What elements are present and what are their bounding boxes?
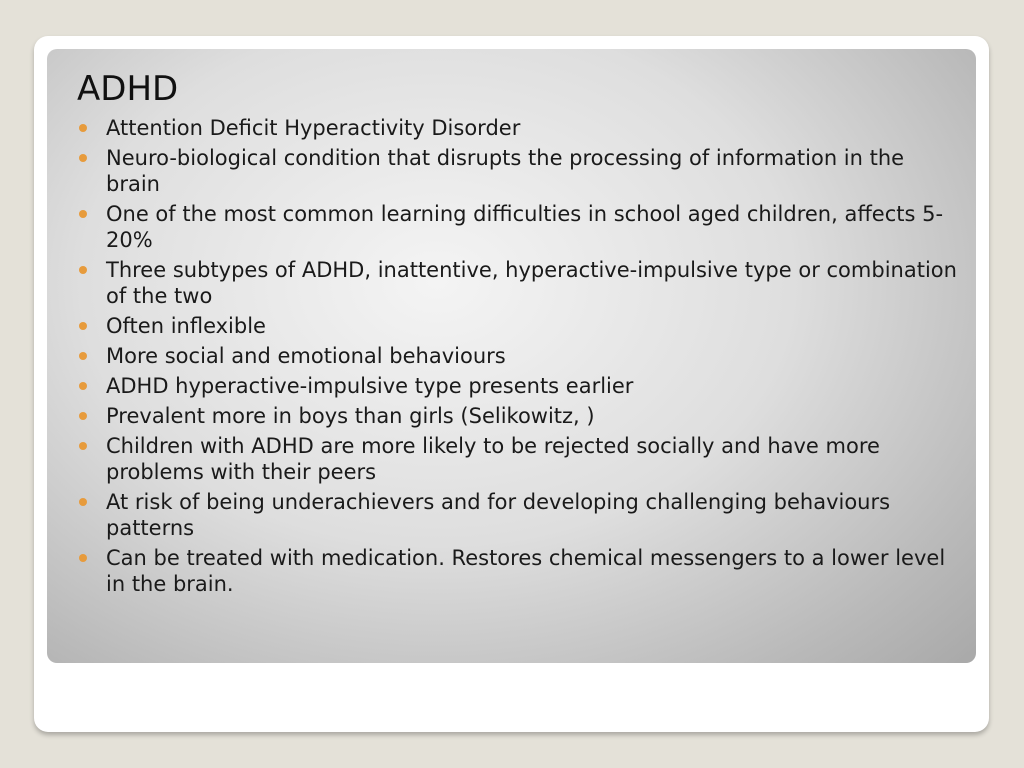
bullet-item	[77, 373, 957, 399]
bullet-item	[77, 145, 957, 197]
bullet-item	[77, 115, 957, 141]
bullet-item	[77, 313, 957, 339]
bullet-dot-icon	[79, 266, 87, 274]
bullet-item	[77, 343, 957, 369]
bullet-dot-icon	[79, 322, 87, 330]
bullet-text: ADHD hyperactive-impulsive type presents earlier	[106, 374, 634, 398]
bullet-item	[77, 201, 957, 253]
bullet-text: One of the most common learning difficulties in school aged children, affects 5-20%	[106, 202, 944, 252]
bullet-text: Prevalent more in boys than girls (Selikowitz, )	[106, 404, 595, 428]
bullet-dot-icon	[79, 154, 87, 162]
bullet-text: At risk of being underachievers and for developing challenging behaviours patterns	[106, 490, 891, 540]
slide-frame	[34, 36, 989, 732]
bullet-item	[77, 545, 957, 597]
bullet-dot-icon	[79, 442, 87, 450]
bullet-text: Attention Deficit Hyperactivity Disorder	[106, 116, 521, 140]
bullet-text: Three subtypes of ADHD, inattentive, hyperactive-impulsive type or combination of the two	[106, 258, 957, 308]
bullet-text: Children with ADHD are more likely to be rejected socially and have more problems with their peers	[106, 434, 880, 484]
bullet-text: Often inflexible	[106, 314, 266, 338]
bullet-item	[77, 257, 957, 309]
bullet-text: Can be treated with medication. Restores chemical messengers to a lower level in the brain.	[106, 546, 946, 596]
bullet-dot-icon	[79, 412, 87, 420]
bullet-item	[77, 489, 957, 541]
bullet-item	[77, 433, 957, 485]
bullet-item	[77, 403, 957, 429]
bullet-list	[77, 115, 957, 601]
bullet-dot-icon	[79, 352, 87, 360]
bullet-dot-icon	[79, 554, 87, 562]
content-panel	[47, 49, 976, 663]
bullet-text: More social and emotional behaviours	[106, 344, 506, 368]
bullet-dot-icon	[79, 382, 87, 390]
bullet-dot-icon	[79, 498, 87, 506]
bullet-text: Neuro-biological condition that disrupts the processing of information in the brain	[106, 146, 905, 196]
slide-title: ADHD	[77, 69, 179, 109]
bullet-dot-icon	[79, 210, 87, 218]
bullet-dot-icon	[79, 124, 87, 132]
